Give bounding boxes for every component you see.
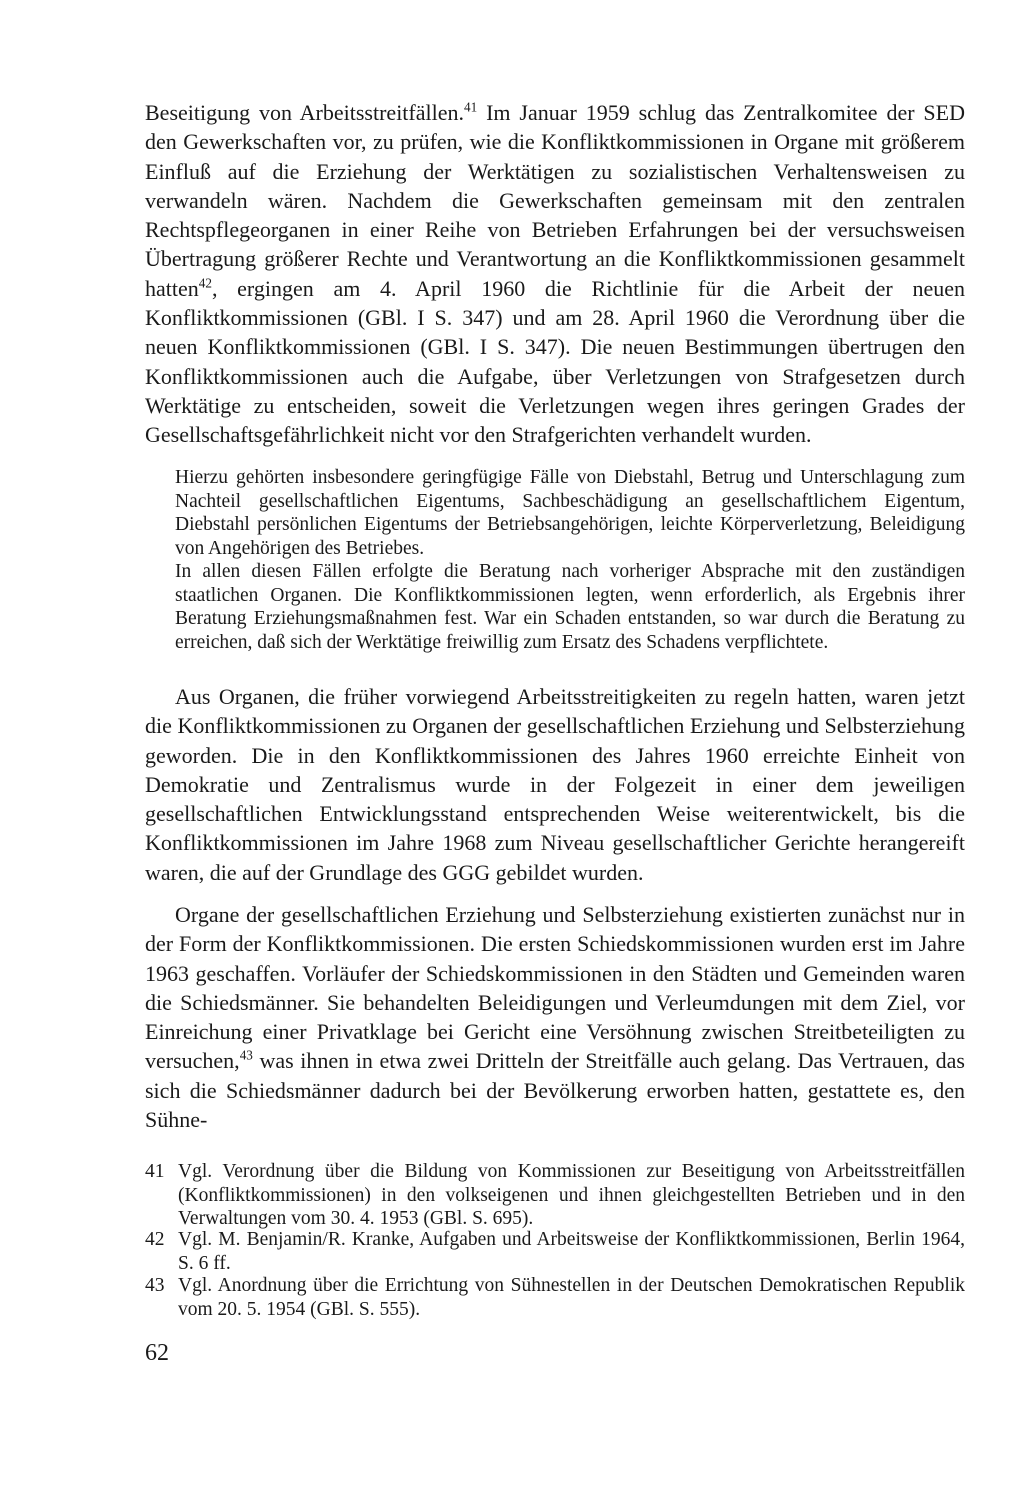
paragraph-1-text-b: Im Januar 1959 schlug das Zentralkomitee der SED den Gewerkschaften vor, zu prüfen, wie die Konfliktkommissionen in Organe mit größerem Einfluß auf die Erziehung der Werktätigen zu sozialistischen Verhaltensweisen zu verwandeln wären. Nachdem die Gewerkschaften gemeinsam mit den zentralen Rechtspflegeorganen in einer Reihe von Betrieben Erfahrungen bei der versuchsweisen Übertragung größerer Rechte und Verantwortung an die Konfliktkommissionen gesammelt hatten (145, 100, 965, 301)
footnote-number: 42 (145, 1229, 165, 1250)
footnote-43 (145, 1274, 965, 1321)
footnote-number: 41 (145, 1161, 165, 1182)
footnote-text: Vgl. Verordnung über die Bildung von Kommissionen zur Beseitigung von Arbeitsstreitfällen (Konfliktkommissionen) in den volkseigenen und ihnen gleichgestellten Betrieben und in den Verwaltungen vom 30. 4. 1953 (GBl. S. 695). (178, 1161, 965, 1230)
footnote-text: Vgl. Anordnung über die Errichtung von Sühnestellen in der Deutschen Demokratischen Republik vom 20. 5. 1954 (GBl. S. 555). (178, 1275, 965, 1320)
paragraph-1 (145, 98, 965, 450)
footnote-42 (145, 1228, 965, 1275)
paragraph-3-text-a: Organe der gesellschaftlichen Erziehung und Selbsterziehung existierten zunächst nur in der Form der Konfliktkommissionen. Die ersten Schiedskommissionen wurden erst im Jahre 1963 geschaffen. Vorläufer der Schiedskommissionen in den Städten und Gemeinden waren die Schiedsmänner. Sie behandelten Beleidigungen und Verleumdungen mit dem Ziel, vor Einreichung einer Privatklage bei Gericht eine Versöhnung zwischen Streitbeteiligten zu versuchen, (145, 902, 965, 1074)
block-quote-2: In allen diesen Fällen erfolgte die Beratung nach vorheriger Absprache mit den zuständigen staatlichen Organen. Die Konfliktkommissionen legten, wenn erforderlich, als Ergebnis ihrer Beratung Erziehungsmaßnahmen fest. War ein Schaden entstanden, so war durch die Beratung zu erreichen, daß sich der Werktätige freiwillig zum Ersatz des Schadens verpflichtete. (175, 561, 965, 653)
page-number: 62 (145, 1340, 169, 1366)
footnote-ref-43: 43 (239, 1048, 253, 1064)
footnote-41 (145, 1160, 965, 1231)
paragraph-2: Aus Organen, die früher vorwiegend Arbeitsstreitigkeiten zu regeln hatten, waren jetzt die Konfliktkommissionen zu Organen der gesellschaftlichen Erziehung und Selbsterziehung geworden. Die in den Konfliktkommissionen des Jahres 1960 erreichte Einheit von Demokratie und Zentralismus wurde in der Folgezeit in einer dem jeweiligen gesellschaftlichen Entwicklungsstand entsprechenden Weise weiterentwickelt, bis die Konfliktkommissionen im Jahre 1968 zum Niveau gesellschaftlicher Gerichte herangereift waren, die auf der Grundlage des GGG gebildet wurden. (145, 684, 965, 885)
footnote-ref-42: 42 (198, 275, 212, 291)
paragraph-1-text-c: , ergingen am 4. April 1960 die Richtlinie für die Arbeit der neuen Konfliktkommissionen (GBl. I S. 347) und am 28. April 1960 die Verordnung über die neuen Konfliktkommissionen (GBl. I S. 347). Die neuen Bestimmungen übertrugen den Konfliktkommissionen auch die Aufgabe, über Verletzungen von Strafgesetzen durch Werktätige zu entscheiden, soweit die Verletzungen wegen ihres geringen Grades der Gesellschaftsgefährlichkeit nicht vor den Strafgerichten verhandelt wurden. (145, 275, 965, 448)
block-quote-1: Hierzu gehörten insbesondere geringfügige Fälle von Diebstahl, Betrug und Unterschlagung zum Nachteil gesellschaftlichen Eigentums, Sachbeschädigung an gesellschaftlichem Eigentum, Diebstahl persönlichen Eigentums der Betriebsangehörigen, leichte Körperverletzung, Beleidigung von Angehörigen des Betriebes. (175, 467, 965, 559)
paragraph-3-text-b: was ihnen in etwa zwei Dritteln der Streitfälle auch gelang. Das Vertrauen, das sich die Schiedsmänner dadurch bei der Bevölkerung erworben hatten, gestattete es, den Sühne- (145, 1048, 965, 1133)
footnote-number: 43 (145, 1275, 165, 1296)
paragraph-1-text-a: Beseitigung von Arbeitsstreitfällen. (145, 100, 465, 125)
footnote-text: Vgl. M. Benjamin/R. Kranke, Aufgaben und Arbeitsweise der Konfliktkommissionen, Berlin 1964, S. 6 ff. (178, 1229, 965, 1274)
footnote-ref-41: 41 (464, 99, 478, 115)
paragraph-3 (145, 900, 965, 1134)
